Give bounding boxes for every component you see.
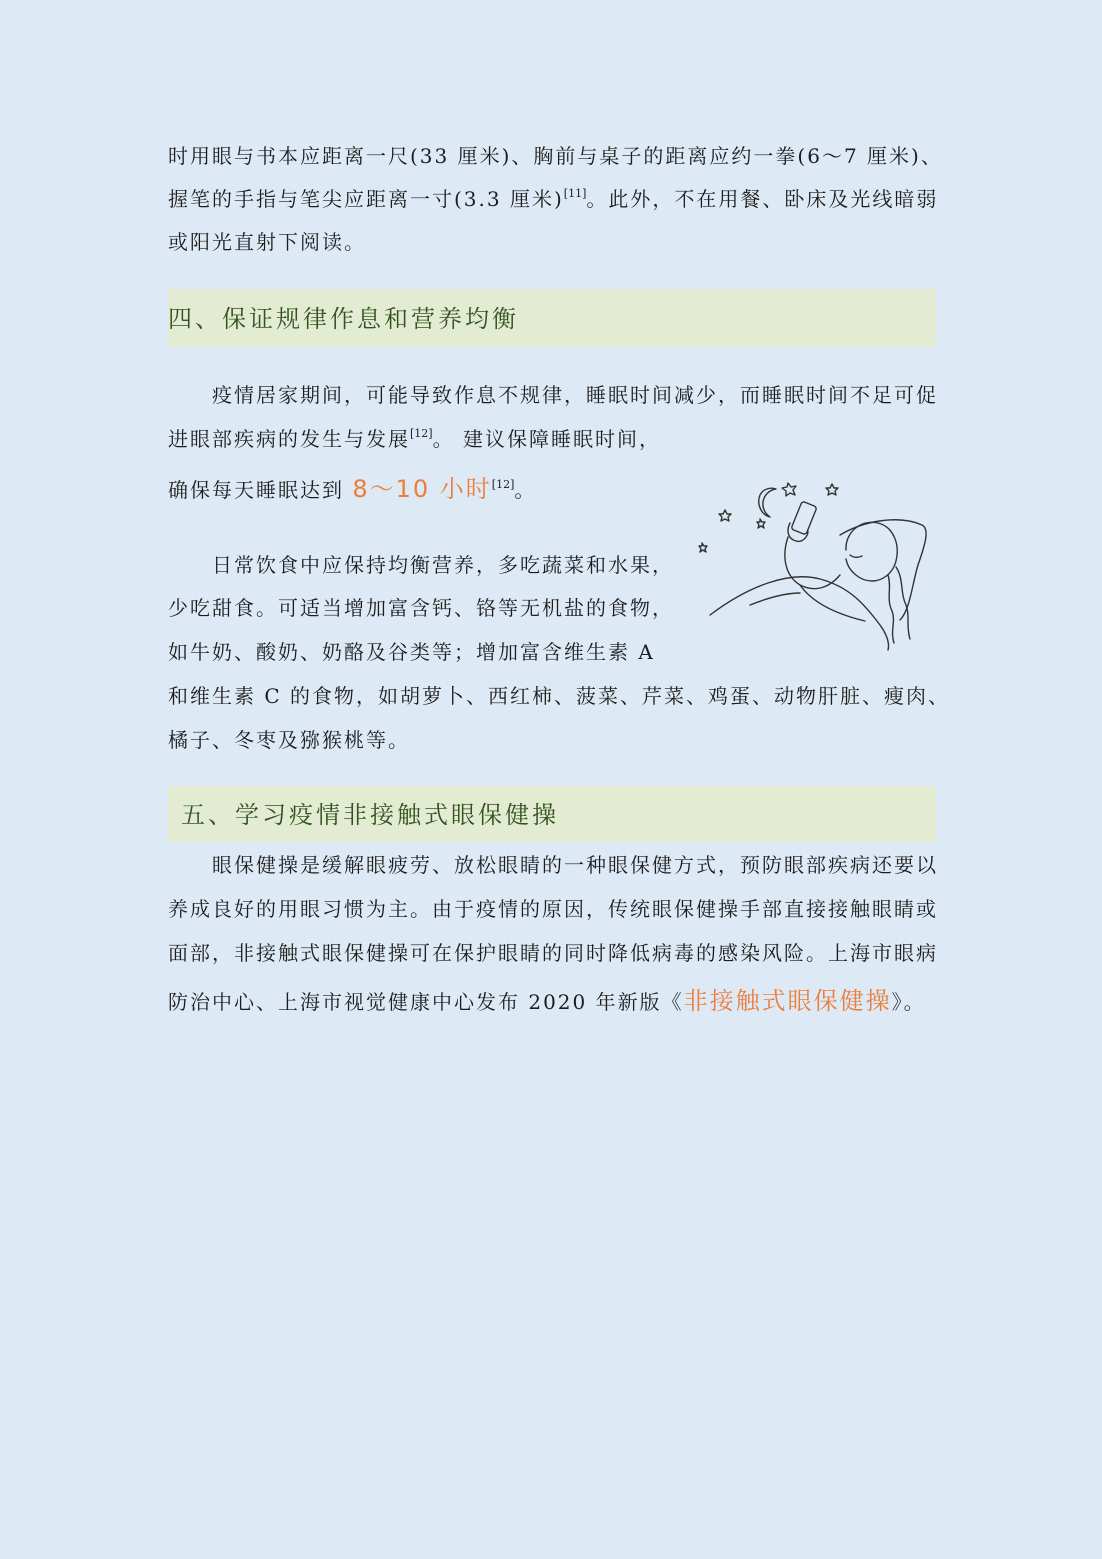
paragraph-line — [168, 474, 536, 505]
paragraph-line: 橘子、冬枣及猕猴桃等。 — [168, 728, 410, 752]
paragraph-line — [168, 986, 926, 1017]
star-icon — [782, 483, 796, 496]
section-heading: 五、学习疫情非接触式眼保健操 — [181, 801, 559, 829]
text-span: 。此外，不在用餐、卧床及光线暗弱 — [586, 187, 939, 211]
paragraph-line — [168, 184, 938, 214]
paragraph-line: 疫情居家期间，可能导致作息不规律，睡眠时间减少，而睡眠时间不足可促 — [212, 383, 938, 407]
text-span: 。 建议保障睡眠时间， — [432, 427, 661, 451]
star-icon — [699, 543, 707, 552]
paragraph-line: 少吃甜食。可适当增加富含钙、铬等无机盐的食物， — [168, 596, 674, 620]
phone-icon — [791, 501, 817, 535]
paragraph-line: 时用眼与书本应距离一尺(33 厘米)、胸前与桌子的距离应约一拳(6～7 厘米)、 — [168, 144, 943, 168]
highlight-text: 8～10 小时 — [352, 475, 492, 503]
text-span: 》。 — [891, 990, 926, 1014]
star-icon — [719, 510, 731, 521]
paragraph-line — [168, 424, 661, 454]
paragraph-line: 眼保健操是缓解眼疲劳、放松眼睛的一种眼保健方式，预防眼部疾病还要以 — [212, 853, 938, 877]
paragraph-line: 日常饮食中应保持均衡营养，多吃蔬菜和水果， — [212, 553, 674, 577]
paragraph-line: 面部，非接触式眼保健操可在保护眼睛的同时降低病毒的感染风险。上海市眼病 — [168, 941, 938, 965]
head-outline — [846, 522, 897, 581]
face-detail — [850, 555, 862, 557]
citation-ref: [11] — [563, 187, 587, 200]
text-span: 确保每天睡眠达到 — [168, 478, 353, 502]
arm-outline — [785, 537, 840, 589]
paragraph-line: 养成良好的用眼习惯为主。由于疫情的原因，传统眼保健操手部直接接触眼睛或 — [168, 897, 938, 921]
section-heading: 四、保证规律作息和营养均衡 — [168, 305, 519, 333]
paragraph-line: 如牛奶、酸奶、奶酪及谷类等；增加富含维生素 A — [168, 640, 655, 664]
hair-braid — [888, 575, 894, 643]
star-icon — [826, 484, 838, 495]
hair-braid — [896, 567, 910, 639]
paragraph-line: 和维生素 C 的食物，如胡萝卜、西红柿、菠菜、芹菜、鸡蛋、动物肝脏、瘦肉、 — [168, 684, 951, 708]
paragraph-line: 或阳光直射下阅读。 — [168, 230, 366, 254]
text-span: 进眼部疾病的发生与发展 — [168, 427, 410, 451]
blanket-fold — [800, 585, 865, 621]
citation-ref: [12] — [410, 427, 433, 440]
text-span: 防治中心、上海市视觉健康中心发布 2020 年新版《 — [168, 990, 684, 1014]
moon-icon — [759, 488, 776, 517]
girl-reading-phone-in-bed-illustration — [690, 475, 935, 655]
highlight-text[interactable]: 非接触式眼保健操 — [683, 987, 892, 1015]
citation-ref: [12] — [491, 478, 515, 491]
pillow-outline — [840, 520, 926, 620]
text-span: 。 — [514, 478, 537, 502]
blanket-fold — [750, 593, 800, 605]
blanket-outline — [710, 577, 889, 650]
text-span: 握笔的手指与笔尖应距离一寸(3.3 厘米) — [168, 187, 564, 211]
star-icon — [757, 519, 765, 528]
